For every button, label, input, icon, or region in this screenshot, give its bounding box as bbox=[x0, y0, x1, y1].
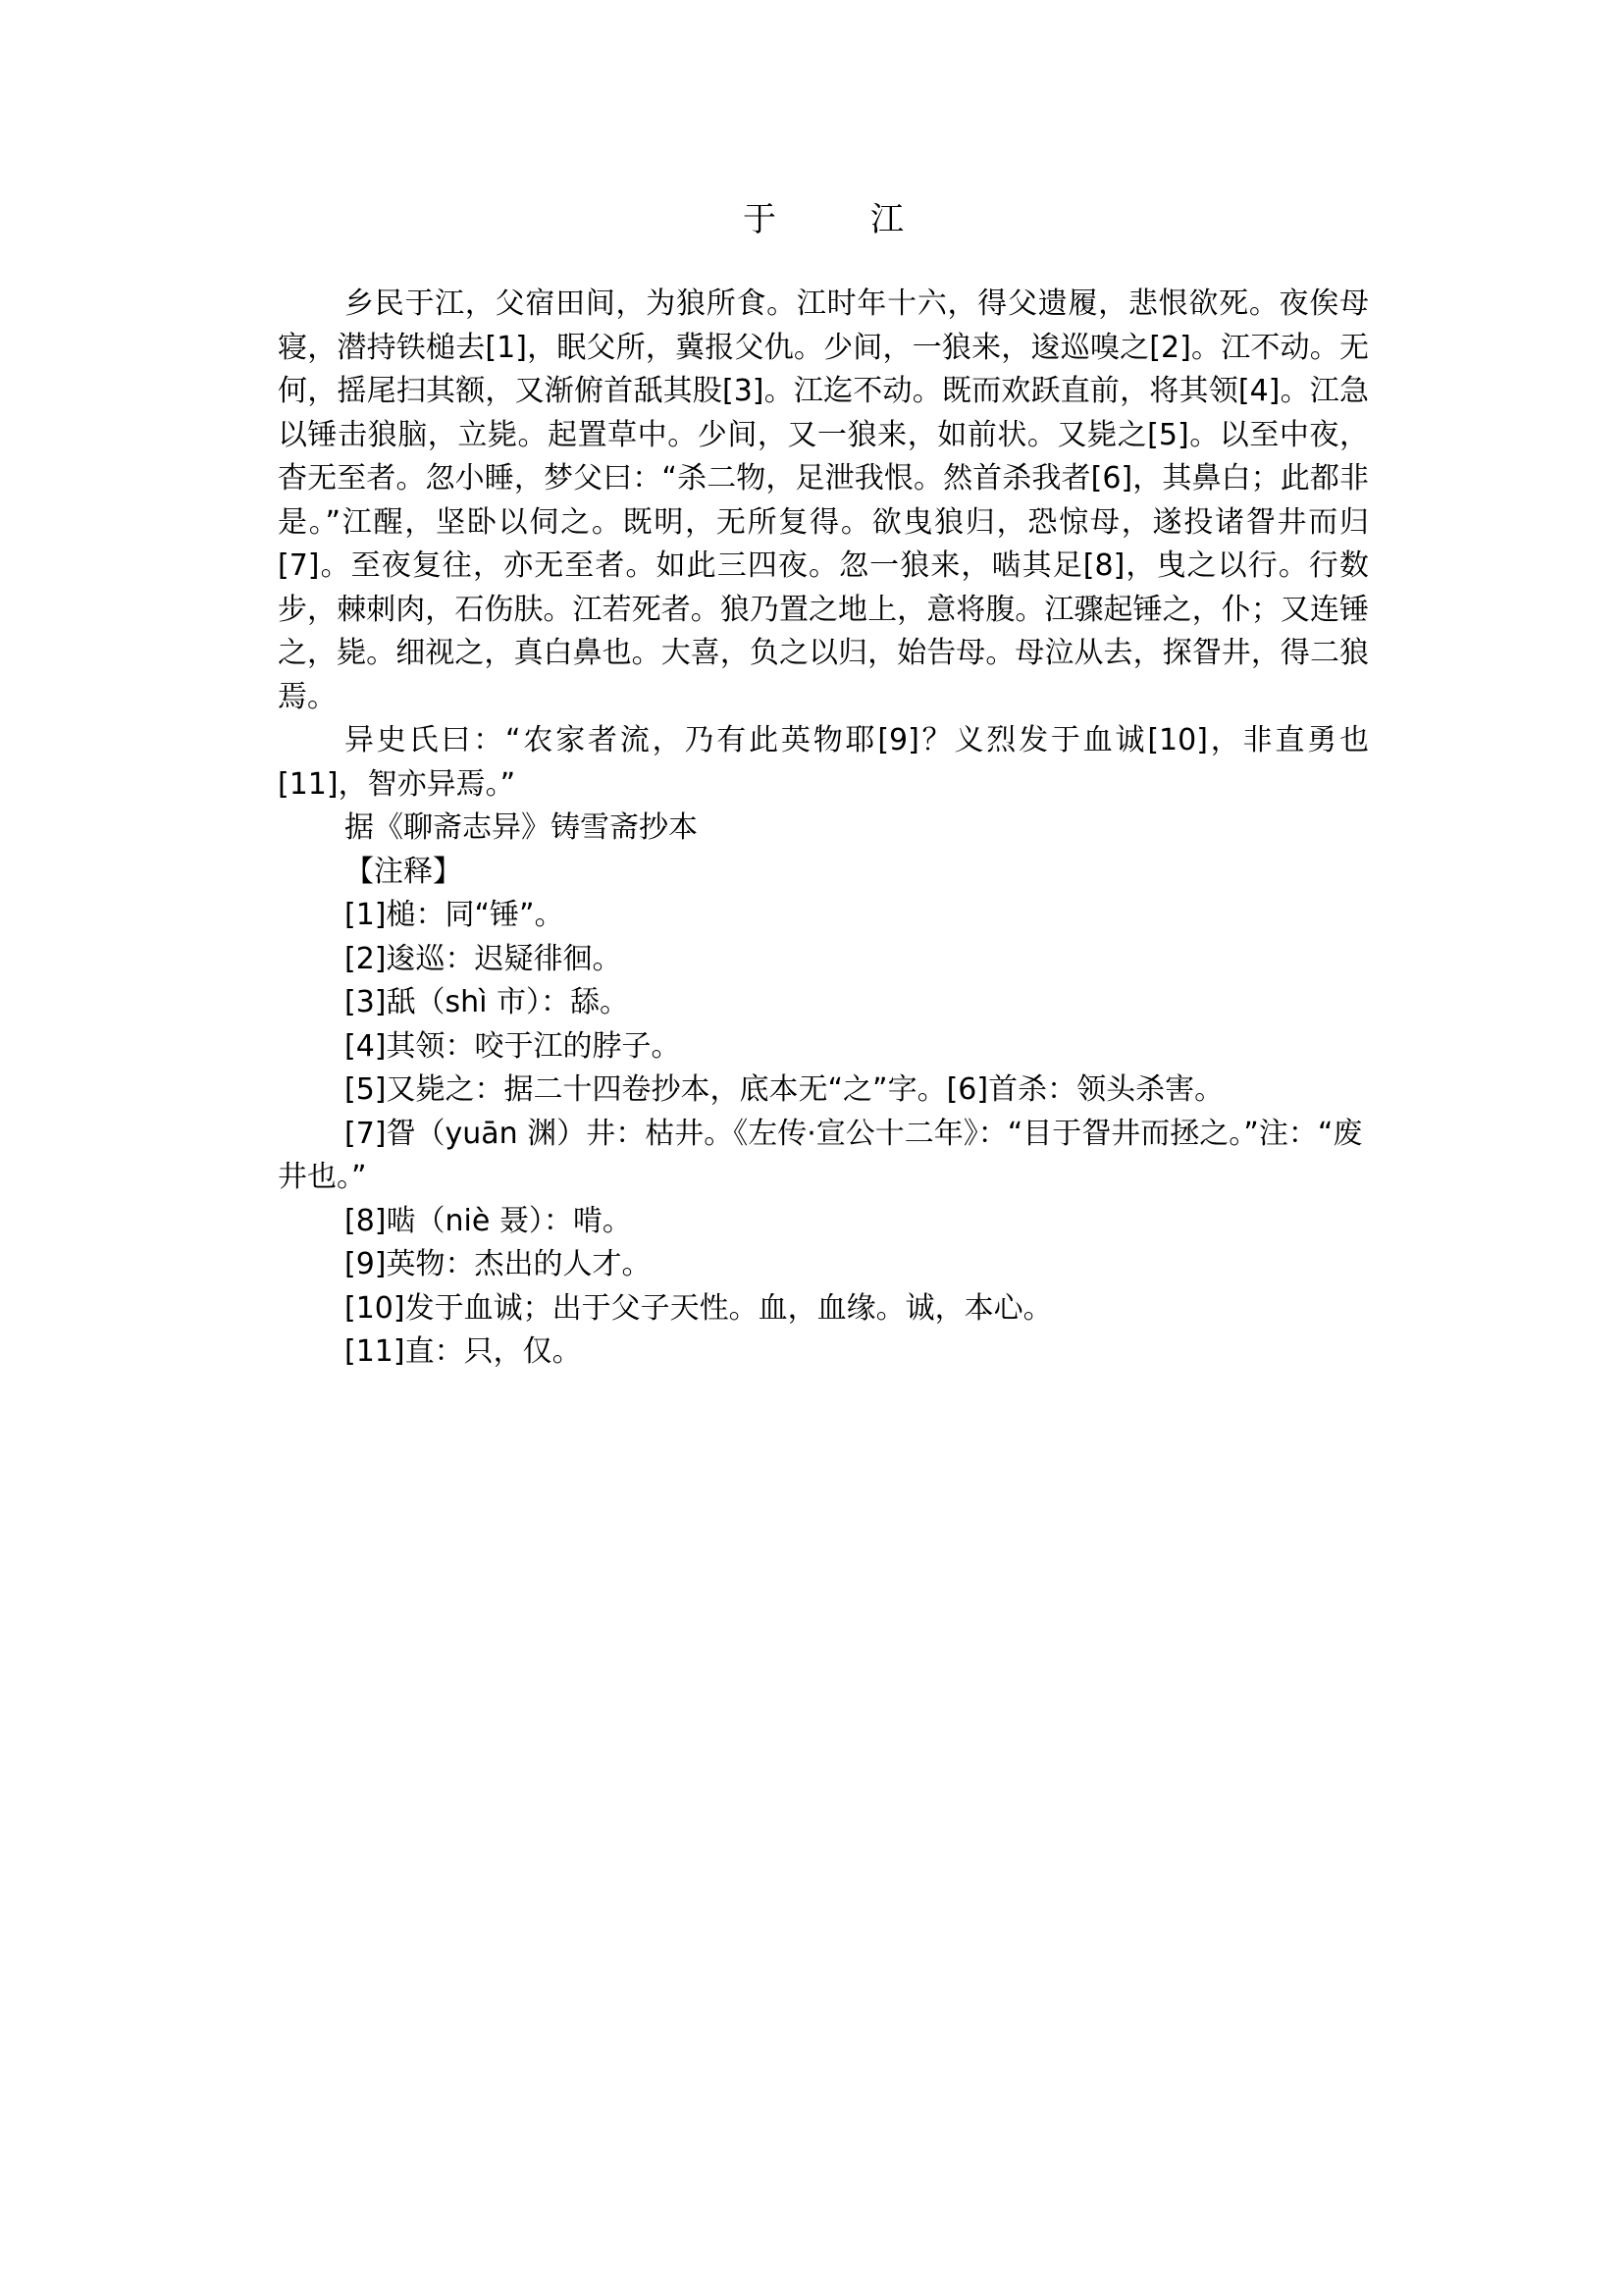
document-page bbox=[278, 196, 1369, 1375]
notes-heading: 【注释】 bbox=[344, 854, 462, 889]
notes-list bbox=[278, 894, 1369, 1375]
note-item: [5]又毙之：据二十四卷抄本，底本无“之”字。[6]首杀：领头杀害。 bbox=[344, 1072, 1225, 1107]
note-item: [3]舐（shì 市）：舔。 bbox=[344, 985, 630, 1019]
story-paragraph: 乡民于江，父宿田间，为狼所食。江时年十六，得父遗履，悲恨欲死。夜俟母寝，潜持铁槌去[1]，眠父所，冀报父仇。少间，一狼来，逡巡嗅之[2]。江不动。无何，摇尾扫其额，又渐俯首舐其股[3]。江迄不动。既而欢跃直前，将其领[4]。江急以锤击狼脑，立毙。起置草中。少间，又一狼来，如前状。又毙之[5]。以至中夜，杳无至者。忽小睡，梦父曰：“杀二物，足泄我恨。然首杀我者[6]，其鼻白；此都非是。”江醒，坚卧以伺之。既明，无所复得。欲曳狼归，恐惊母，遂投诸眢井而归[7]。至夜复往，亦无至者。如此三四夜。忽一狼来，啮其足[8]，曳之以行。行数步，棘刺肉，石伤肤。江若死者。狼乃置之地上，意将腹。江骤起锤之，仆；又连锤之，毙。细视之，真白鼻也。大喜，负之以归，始告母。母泣从去，探眢井，得二狼焉。 bbox=[278, 287, 1369, 714]
document-title: 于江 bbox=[743, 200, 998, 239]
note-item: [1]槌：同“锤”。 bbox=[344, 898, 564, 932]
note-item: [8]啮（niè 聂）：啃。 bbox=[344, 1203, 632, 1238]
note-item: [4]其领：咬于江的脖子。 bbox=[344, 1028, 681, 1064]
note-item: [2]逡巡：迟疑徘徊。 bbox=[344, 941, 622, 976]
note-item: [7]眢（yuān 渊）井：枯井。《左传·宣公十二年》：“目于眢井而拯之。”注：“废井也。” bbox=[278, 1116, 1363, 1194]
note-item: [9]英物：杰出的人才。 bbox=[344, 1247, 652, 1281]
commentary-paragraph: 异史氏曰：“农家者流，乃有此英物耶[9]？义烈发于血诚[10]，非直勇也[11]，智亦异焉。” bbox=[278, 723, 1369, 802]
note-item: [11]直：只，仅。 bbox=[344, 1334, 582, 1369]
note-item: [10]发于血诚；出于父子天性。血，血缘。诚，本心。 bbox=[344, 1290, 1053, 1326]
source-note: 据《聊斋志异》铸雪斋抄本 bbox=[344, 810, 698, 845]
